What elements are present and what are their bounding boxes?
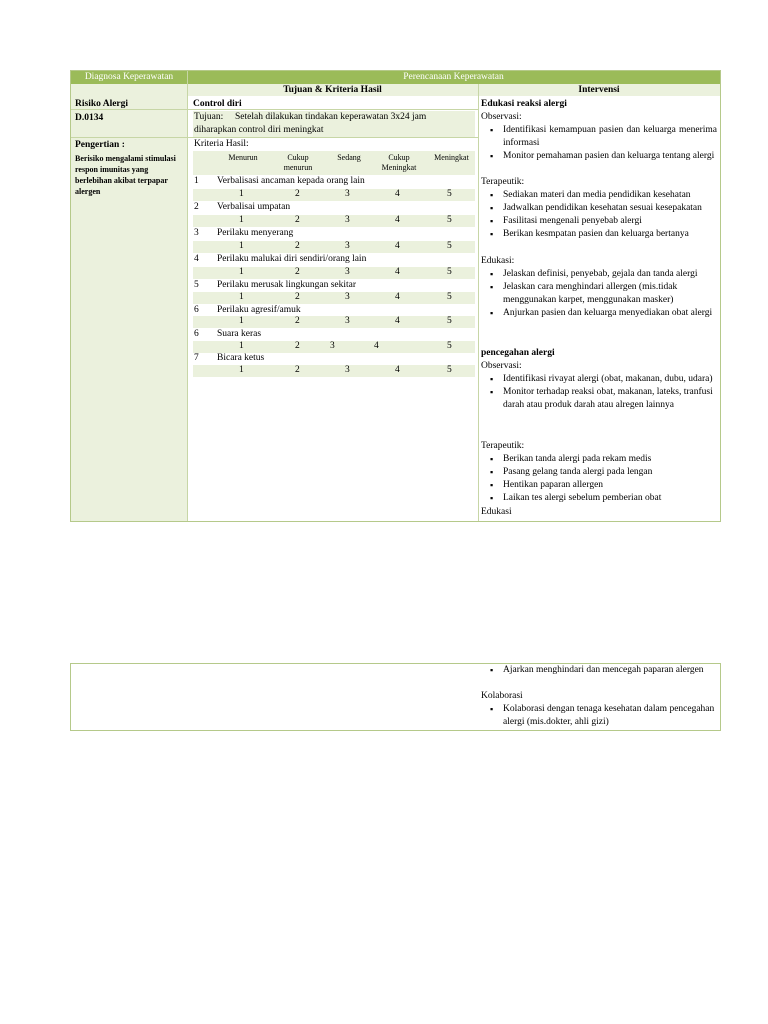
score-4: 4 bbox=[395, 215, 400, 225]
list-item: ▪ Ajarkan menghindari dan mencegah paparan alergen bbox=[481, 664, 717, 677]
kriteria-label: Kriteria Hasil: bbox=[194, 139, 249, 149]
observasi-label: Observasi: bbox=[481, 112, 522, 122]
tujuan-title: Control diri bbox=[193, 99, 242, 109]
list-item: ▪ Laikan tes alergi sebelum pemberian obat bbox=[481, 492, 717, 505]
score-band bbox=[193, 241, 475, 253]
score-1: 1 bbox=[239, 241, 244, 251]
score-2: 2 bbox=[295, 365, 300, 375]
score-2: 2 bbox=[295, 241, 300, 251]
pengertian-text: Berisiko mengalami stimulasi respon imunitas yang berlebihan akibat terpapar alergen bbox=[75, 154, 176, 196]
row-divider bbox=[71, 109, 478, 110]
scale-header-1: Menurun bbox=[228, 153, 258, 162]
score-3: 3 bbox=[345, 365, 350, 375]
scale-header-2b: menurun bbox=[283, 163, 313, 172]
observasi2-list bbox=[481, 373, 717, 412]
list-item: ▪ Kolaborasi dengan tenaga kesehatan dalam pencegahan alergi (mis.dokter, ahli gizi) bbox=[481, 703, 717, 729]
list-item: ▪ Hentikan paparan allergen bbox=[481, 479, 717, 492]
header-perencanaan: Perencanaan Keperawatan bbox=[403, 72, 504, 82]
column-divider bbox=[478, 84, 479, 521]
score-5: 5 bbox=[447, 341, 452, 351]
tujuan-text-line1: Setelah dilakukan tindakan keperawatan 3x24 jam bbox=[235, 112, 427, 122]
score-band bbox=[193, 189, 475, 201]
score-5: 5 bbox=[447, 292, 452, 302]
scale-header-4a: Cukup bbox=[388, 153, 410, 162]
criteria-label: Verbalisasi ancaman kepada orang lain bbox=[217, 176, 365, 186]
edukasi-label: Edukasi: bbox=[481, 256, 515, 266]
score-2: 2 bbox=[295, 215, 300, 225]
score-5: 5 bbox=[447, 215, 452, 225]
scale-header-3: Sedang bbox=[337, 153, 361, 162]
score-5: 5 bbox=[447, 267, 452, 277]
pencegahan-title: pencegahan alergi bbox=[481, 348, 555, 358]
scale-header-4b: Meningkat bbox=[381, 163, 417, 172]
kolaborasi-list bbox=[481, 703, 717, 729]
criteria-num: 1 bbox=[194, 176, 199, 186]
list-item: ▪ Monitor terhadap reaksi obat, makanan, lateks, tranfusi darah atau produk darah atau alregen lainnya bbox=[481, 386, 717, 412]
criteria-label: Bicara ketus bbox=[217, 353, 265, 363]
tujuan-label: Tujuan: bbox=[194, 112, 224, 122]
criteria-label: Verbalisai umpatan bbox=[217, 202, 291, 212]
criteria-num: 6 bbox=[194, 329, 199, 339]
score-2: 2 bbox=[295, 189, 300, 199]
list-item: ▪ Jelaskan cara menghindari allergen (mis.tidak menggunakan karpet, menggunakan masker) bbox=[481, 281, 717, 307]
score-band bbox=[193, 316, 475, 328]
score-1: 1 bbox=[239, 267, 244, 277]
score-4: 4 bbox=[374, 341, 379, 351]
criteria-num: 3 bbox=[194, 228, 199, 238]
criteria-label: Perilaku malukai diri sendiri/orang lain bbox=[217, 254, 367, 264]
kolaborasi-label: Kolaborasi bbox=[481, 691, 523, 701]
criteria-label: Perilaku merusak lingkungan sekitar bbox=[217, 280, 357, 290]
list-item: ▪ Identifikasi kemampuan pasien dan keluarga menerima informasi bbox=[481, 124, 717, 150]
score-2: 2 bbox=[295, 292, 300, 302]
score-5: 5 bbox=[447, 189, 452, 199]
criteria-num: 2 bbox=[194, 202, 199, 212]
list-item: ▪ Fasilitasi mengenali penyebab alergi bbox=[481, 215, 717, 228]
edukasi-cont-list bbox=[481, 664, 717, 677]
pengertian-label: Pengertian : bbox=[75, 140, 125, 150]
tujuan-text-line2: diharapkan control diri meningkat bbox=[194, 125, 324, 135]
score-3: 3 bbox=[345, 241, 350, 251]
criteria-num: 5 bbox=[194, 280, 199, 290]
score-band bbox=[193, 267, 475, 279]
criteria-label: Suara keras bbox=[217, 329, 262, 339]
diagnosa-name: Risiko Alergi bbox=[75, 99, 129, 109]
criteria-num: 6 bbox=[194, 305, 199, 315]
scale-header-2a: Cukup bbox=[287, 153, 309, 162]
list-item: ▪ Monitor pemahaman pasien dan keluarga tentang alergi bbox=[481, 150, 717, 163]
terapeutik-list bbox=[481, 189, 717, 241]
score-3: 3 bbox=[345, 189, 350, 199]
score-band bbox=[193, 292, 475, 304]
header-tujuan: Tujuan & Kriteria Hasil bbox=[283, 85, 382, 95]
score-3: 3 bbox=[345, 292, 350, 302]
score-1: 1 bbox=[239, 215, 244, 225]
list-item: ▪ Sediakan materi dan media pendidikan kesehatan bbox=[481, 189, 717, 202]
score-3: 3 bbox=[345, 316, 350, 326]
score-1: 1 bbox=[239, 365, 244, 375]
care-plan-table bbox=[70, 70, 721, 522]
terapeutik2-label: Terapeutik: bbox=[481, 441, 525, 451]
score-3: 3 bbox=[345, 267, 350, 277]
care-plan-table-continued bbox=[70, 663, 721, 731]
score-1: 1 bbox=[239, 341, 244, 351]
edukasi2-label: Edukasi bbox=[481, 507, 512, 517]
list-item: ▪ Identifikasi rivayat alergi (obat, makanan, dubu, udara) bbox=[481, 373, 717, 386]
score-1: 1 bbox=[239, 292, 244, 302]
row-divider bbox=[71, 137, 478, 138]
criteria-label: Perilaku menyerang bbox=[217, 228, 294, 238]
score-band bbox=[193, 365, 475, 377]
list-item: ▪ Jelaskan definisi, penyebab, gejala dan tanda alergi bbox=[481, 268, 717, 281]
score-4: 4 bbox=[395, 267, 400, 277]
score-2: 2 bbox=[295, 316, 300, 326]
edukasi-reaksi-title: Edukasi reaksi alergi bbox=[481, 99, 567, 109]
header-diagnosa: Diagnosa Keperawatan bbox=[84, 72, 174, 82]
score-3: 3 bbox=[345, 215, 350, 225]
score-5: 5 bbox=[447, 241, 452, 251]
header-intervensi: Intervensi bbox=[578, 85, 620, 95]
score-3: 3 bbox=[330, 341, 335, 351]
list-item: ▪ Jadwalkan pendidikan kesehatan sesuai kesepakatan bbox=[481, 202, 717, 215]
column-divider bbox=[187, 71, 188, 521]
score-2: 2 bbox=[295, 267, 300, 277]
list-item: ▪ Berikan kesmpatan pasien dan keluarga bertanya bbox=[481, 228, 717, 241]
observasi-list bbox=[481, 124, 717, 163]
criteria-num: 4 bbox=[194, 254, 199, 264]
score-5: 5 bbox=[447, 365, 452, 375]
list-item: ▪ Anjurkan pasien dan keluarga menyediakan obat alergi bbox=[481, 307, 717, 320]
observasi2-label: Observasi: bbox=[481, 361, 522, 371]
score-band bbox=[193, 215, 475, 227]
score-5: 5 bbox=[447, 316, 452, 326]
score-1: 1 bbox=[239, 189, 244, 199]
terapeutik2-list bbox=[481, 453, 717, 505]
edukasi-list bbox=[481, 268, 717, 320]
diagnosa-code: D.0134 bbox=[75, 113, 104, 123]
scale-header-5: Meningkat bbox=[434, 153, 469, 162]
score-4: 4 bbox=[395, 189, 400, 199]
score-4: 4 bbox=[395, 365, 400, 375]
score-4: 4 bbox=[395, 316, 400, 326]
criteria-num: 7 bbox=[194, 353, 199, 363]
criteria-label: Perilaku agresif/amuk bbox=[217, 305, 301, 315]
list-item: ▪ Pasang gelang tanda alergi pada lengan bbox=[481, 466, 717, 479]
score-4: 4 bbox=[395, 292, 400, 302]
score-1: 1 bbox=[239, 316, 244, 326]
terapeutik-label: Terapeutik: bbox=[481, 177, 525, 187]
score-4: 4 bbox=[395, 241, 400, 251]
list-item: ▪ Berikan tanda alergi pada rekam medis bbox=[481, 453, 717, 466]
score-2: 2 bbox=[295, 341, 300, 351]
